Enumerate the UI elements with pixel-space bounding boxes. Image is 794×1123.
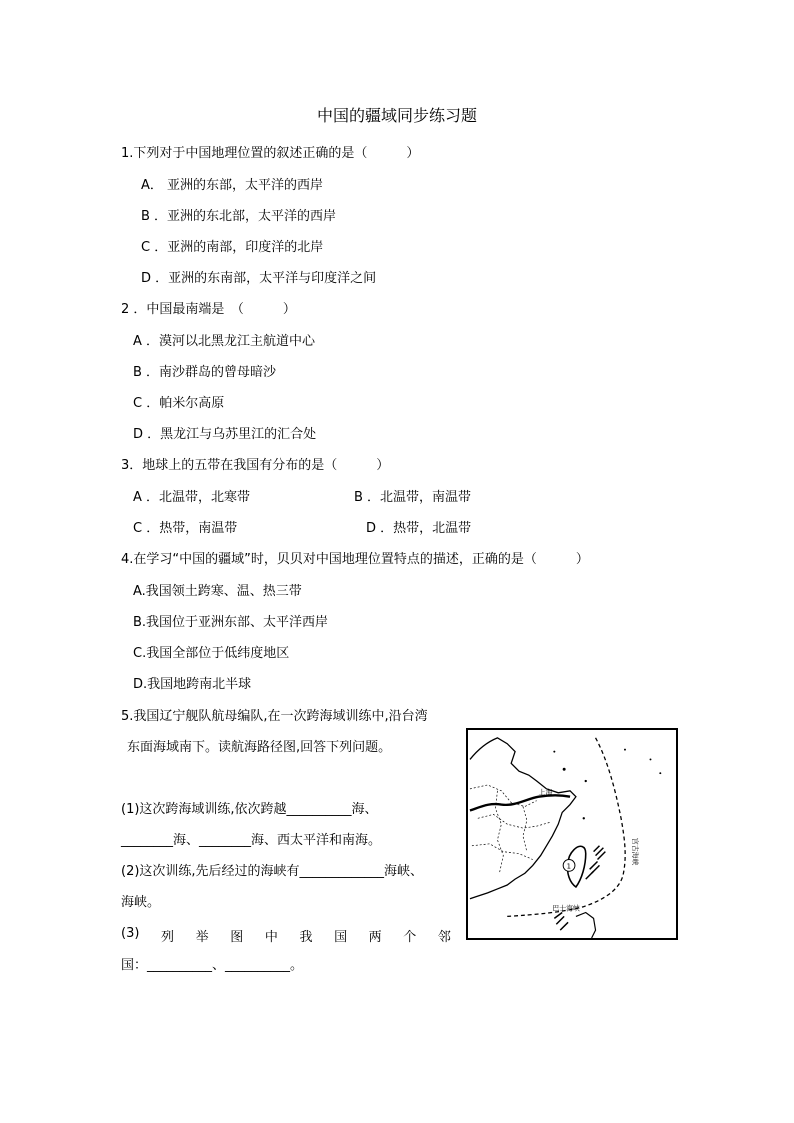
q1-option-c: C ．亚洲的南部，印度洋的北岸	[141, 240, 324, 255]
q4-option-a: A.我国领土跨寒、温、热三带	[133, 584, 302, 599]
q3-option-d: D ．热带，北温带	[366, 521, 472, 536]
q5-sub3-char: 我	[299, 930, 313, 945]
q2-option-b: B ．南沙群岛的曾母暗沙	[133, 365, 277, 380]
q5-stem-line2: 东面海域南下。读航海路径图,回答下列问题。	[127, 740, 392, 755]
q4-stem: 4.在学习“中国的疆域”时，贝贝对中国地理位置特点的描述，正确的是（ ）	[121, 552, 589, 567]
page-title: 中国的疆域同步练习题	[316, 106, 477, 125]
map-label-miyako: 宫古海峡	[630, 837, 639, 866]
q5-sub3-char: 图	[230, 930, 244, 945]
q1-stem: 1.下列对于中国地理位置的叙述正确的是（ ）	[121, 146, 420, 161]
map-label-shanghai: 上海	[538, 788, 553, 797]
q5-sub3-line2: 国：__________、__________。	[121, 958, 304, 973]
q5-sub1-line1: (1)这次跨海域训练,依次跨越__________海、	[121, 802, 378, 817]
q5-sub3-char: 举	[195, 930, 209, 945]
q2-option-c: C ．帕米尔高原	[133, 396, 225, 411]
q3-option-b: B ．北温带，南温带	[354, 490, 472, 505]
q1-option-a: A． 亚洲的东部，太平洋的西岸	[141, 178, 324, 193]
q3-stem: 3．地球上的五带在我国有分布的是（ ）	[121, 458, 390, 473]
q5-sub1-line2: ________海、________海、西太平洋和南海。	[121, 833, 382, 848]
q5-sub3-char: 两	[368, 930, 382, 945]
q4-option-c: C.我国全部位于低纬度地区	[133, 646, 290, 661]
q5-sub3-char: 中	[264, 930, 278, 945]
q5-sub3-char: 邻	[437, 930, 451, 945]
q2-stem: 2 ．中国最南端是 （ ）	[121, 302, 296, 317]
q2-option-a: A ．漠河以北黑龙江主航道中心	[133, 334, 316, 349]
q5-sub2-line2: 海峡。	[121, 895, 161, 910]
q5-stem-line1: 5.我国辽宁舰队航母编队,在一次跨海域训练中,沿台湾	[121, 709, 428, 724]
q5-sub3-line1	[121, 926, 451, 945]
navigation-route-map	[466, 728, 678, 940]
q5-sub3-char: 列	[161, 930, 175, 945]
q5-sub3-char: 国	[334, 930, 348, 945]
q1-option-d: D ．亚洲的东南部，太平洋与印度洋之间	[141, 271, 377, 286]
q4-option-b: B.我国位于亚洲东部、太平洋西岸	[133, 615, 329, 630]
q5-sub3-char: 个	[403, 930, 417, 945]
route-map-drawing	[468, 730, 676, 938]
q5-sub2-line1: (2)这次训练,先后经过的海峡有_____________海峡、	[121, 864, 424, 879]
q3-option-c: C ．热带，南温带	[133, 521, 238, 536]
map-circle-label: 1	[566, 862, 571, 871]
q2-option-d: D ．黑龙江与乌苏里江的汇合处	[133, 427, 317, 442]
q4-option-d: D.我国地跨南北半球	[133, 677, 252, 692]
q3-option-a: A ．北温带，北寒带	[133, 490, 251, 505]
map-label-bashi: 巴士海峡	[552, 904, 580, 913]
q5-sub3-char: (3)	[121, 926, 140, 941]
q1-option-b: B ．亚洲的东北部，太平洋的西岸	[141, 209, 337, 224]
